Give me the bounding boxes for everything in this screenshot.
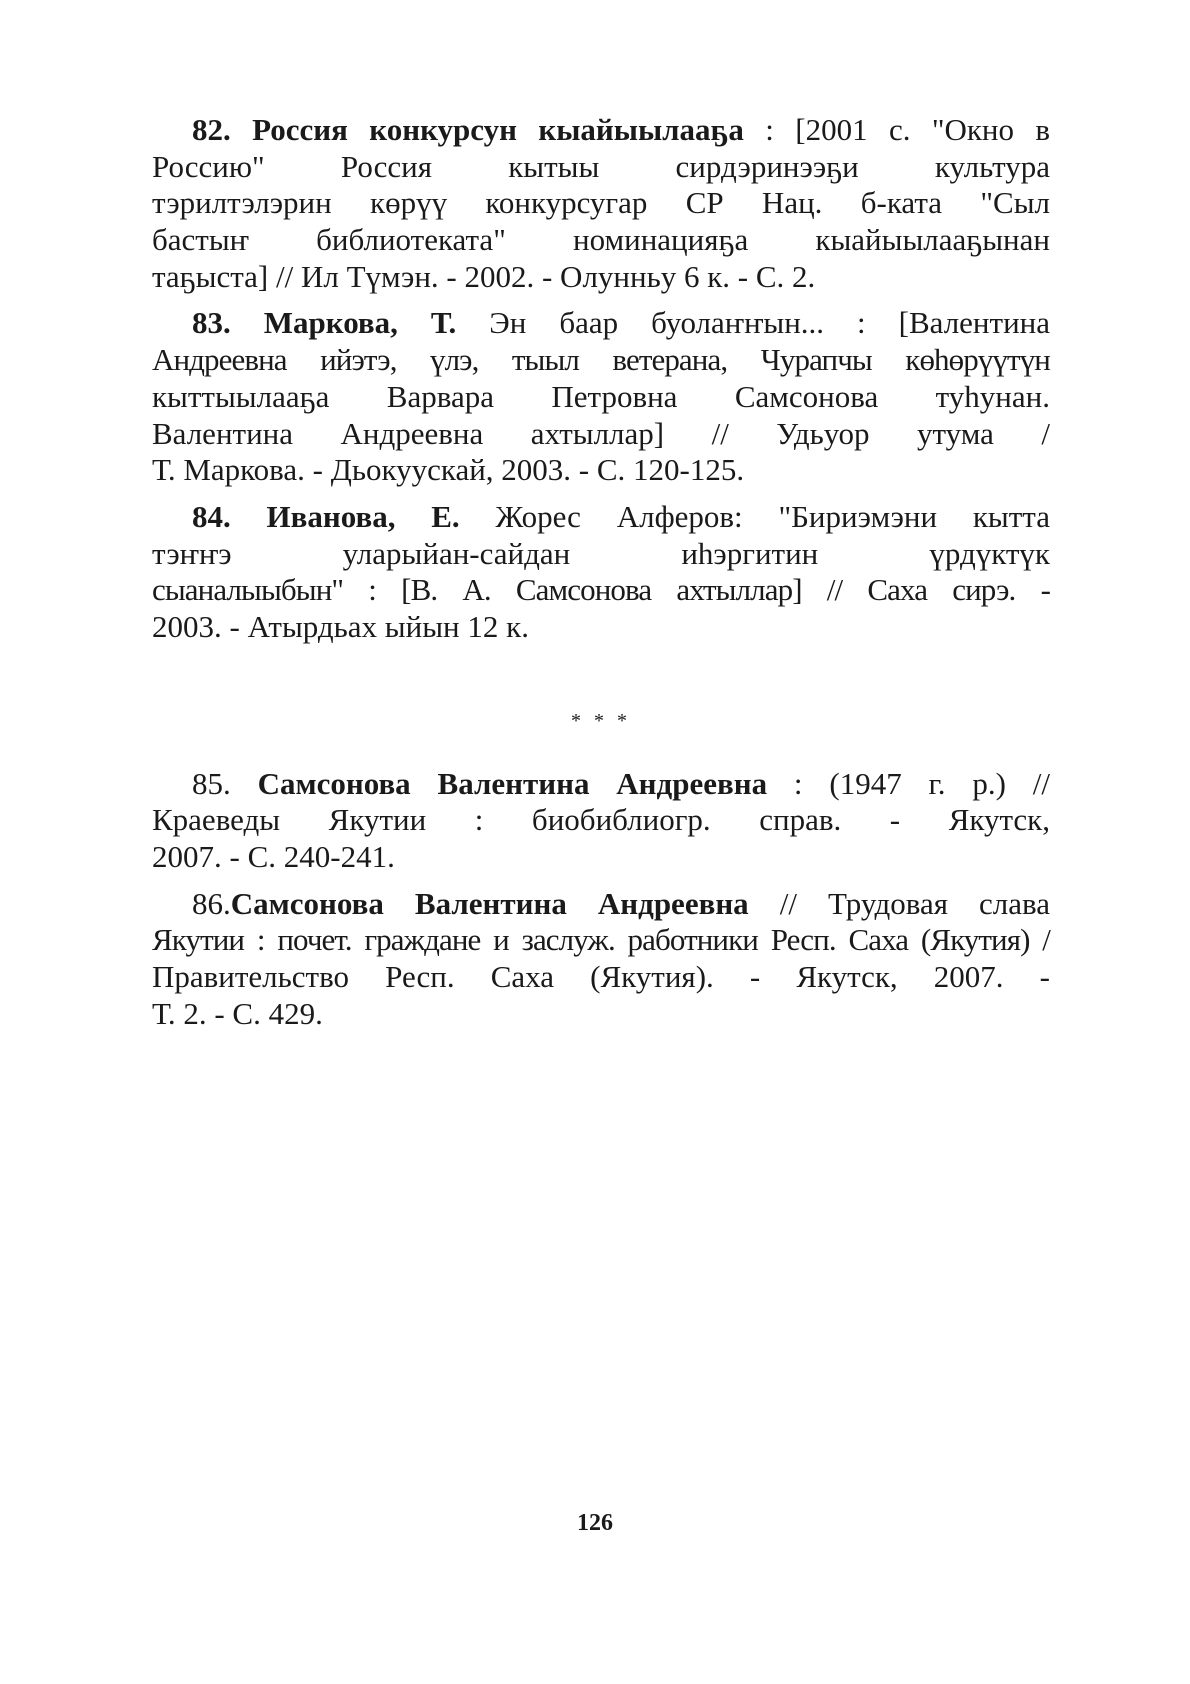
entry-text: Краеведы Якутии : биобиблиогр. справ. - Якутск, [152,802,1050,838]
entry-spacing [152,876,1050,886]
entry-text: Якутии : почет. граждане и заслуж. работники Респ. Саха (Якутия) / [152,922,1050,958]
entry-text: Т. 2. - С. 429. [152,995,323,1031]
entry-text: 2003. - Атырдьах ыйын 12 к. [152,608,529,644]
entry-line [152,112,1050,149]
entry-line [152,766,1050,803]
bibliography-entry [152,305,1050,488]
entry-line [152,996,1050,1033]
entry-line [152,379,1050,416]
entry-line [152,452,1050,489]
entry-line [152,342,1050,379]
entry-line [152,572,1050,609]
entry-line [152,802,1050,839]
entry-text: кыттыылааҕа Варвара Петровна Самсонова туһунан. [152,378,1050,414]
entry-text: таҕыста] // Ил Түмэн. - 2002. - Олунньу 6 к. - С. 2. [152,258,816,294]
entry-heading: Самсонова Валентина Андреевна [257,765,768,801]
bibliography-list [152,112,1050,1042]
entry-text: 2007. - С. 240-241. [152,839,395,874]
bibliography-entry [152,499,1050,646]
entry-line [152,222,1050,259]
bibliography-entry [152,886,1050,1033]
entry-line [152,305,1050,342]
entry-spacing [152,646,1050,656]
entry-line [152,259,1050,296]
entry-heading: 82. Россия конкурсун кыайыылааҕа [192,112,744,147]
entry-text: бастыҥ библиотеката" номинацияҕа кыайыылааҕынан [152,222,1050,258]
entry-spacing [152,489,1050,499]
entry-line [152,886,1050,923]
entry-text: тэрилтэлэрин көрүү конкурсугар СР Нац. б-ката "Сыл [152,185,1050,221]
entry-spacing [152,1032,1050,1042]
entry-heading: Самсонова Валентина Андреевна [230,885,749,921]
entry-line [152,839,1050,876]
entry-line [152,609,1050,646]
entry-text: Эн баар буолаҥҥын... : [Валентина [456,305,1051,341]
page-number: 126 [577,1510,613,1536]
entry-text: Жорес Алферов: "Бириэмэни кытта [459,498,1050,534]
entry-number: 86. [192,885,231,921]
entry-text: Россию" Россия кытыы сирдэринээҕи культура [152,148,1050,184]
entry-line [152,922,1050,959]
entry-text: : [2001 с. "Окно в [743,112,1050,147]
entry-line [152,536,1050,573]
entry-spacing [152,295,1050,305]
bibliography-entry [152,766,1050,876]
entry-text: тэҥҥэ уларыйан-сайдан иһэргитин үрдүктүк [152,535,1050,571]
entry-text: // Трудовая слава [748,885,1050,921]
entry-line [152,959,1050,996]
entry-text: Т. Маркова. - Дьокуускай, 2003. - С. 120-125. [152,452,745,488]
entry-text: Валентина Андреевна ахтыллар] // Удьуор утума / [152,415,1050,451]
entry-line [152,416,1050,453]
entry-text: Андреевна ийэтэ, үлэ, тыыл ветерана, Чурапчы көһөрүүтүн [152,342,1050,378]
entry-number: 85. [192,765,258,801]
section-separator: * * * [571,709,631,732]
entry-heading: 83. Маркова, Т. [192,305,457,341]
entry-line [152,499,1050,536]
entry-heading: 84. Иванова, Е. [192,498,460,534]
entry-line [152,149,1050,186]
entry-line [152,185,1050,222]
entry-text: Правительство Респ. Саха (Якутия). - Якутск, 2007. - [152,959,1050,995]
entry-text: : (1947 г. р.) // [767,765,1050,801]
bibliography-entry [152,112,1050,295]
entry-text: сыаналыыбын" : [В. А. Самсонова ахтыллар] // Саха сирэ. - [152,572,1050,608]
